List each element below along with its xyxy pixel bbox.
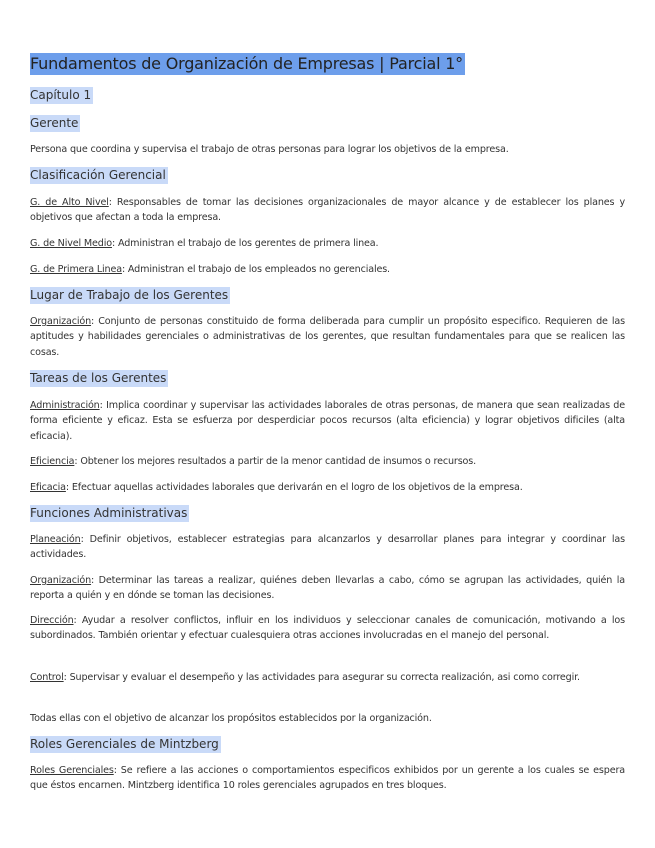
term: Organización	[30, 575, 92, 586]
paragraph	[30, 314, 625, 360]
definition: : Conjunto de personas constituido de forma deliberada para cumplir un propósito especifico. Requieren de las aptitudes y habilidades gerenciales o administrativas de los gerentes, que resultan fundamentales para que se realicen las cosas.	[30, 316, 625, 358]
definition: : Efectuar aquellas actividades laborales que derivarán en el logro de los objetivos de la empresa.	[65, 482, 523, 493]
term: Organización	[30, 316, 92, 327]
section-heading: Clasificación Gerencial	[30, 168, 166, 182]
chapter-heading: Capítulo 1	[30, 88, 92, 102]
paragraph	[30, 532, 625, 563]
term: G. de Alto Nivel	[30, 197, 109, 208]
section-heading: Lugar de Trabajo de los Gerentes	[30, 288, 229, 302]
definition: : Determinar las tareas a realizar, quiénes deben llevarlas a cabo, cómo se agrupan las actividades, quién la reporta a quién y en dónde se toman las decisiones.	[30, 575, 625, 602]
paragraph	[30, 613, 625, 644]
paragraph	[30, 763, 625, 794]
term: Planeación	[30, 534, 81, 545]
definition: : Definir objetivos, establecer estrategias para alcanzarlos y desarrollar planes para integrar y coordinar las actividades.	[30, 534, 625, 561]
term: Control	[30, 672, 64, 683]
term: Dirección	[30, 615, 74, 626]
definition: : Administran el trabajo de los empleados no gerenciales.	[121, 264, 390, 275]
paragraph	[30, 398, 625, 444]
paragraph	[30, 142, 625, 157]
section-heading: Tareas de los Gerentes	[30, 371, 167, 385]
definition: : Administran el trabajo de los gerentes de primera linea.	[111, 238, 379, 249]
term: Administración	[30, 400, 100, 411]
definition: : Ayudar a resolver conflictos, influir en los individuos y seleccionar canales de comunicación, motivando a los subordinados. También orientar y efectuar cualesquiera otras acciones involucradas en el manejo del personal.	[30, 615, 625, 642]
definition: : Responsables de tomar las decisiones organizacionales de mayor alcance y de establecer los planes y objetivos que afectan a toda la empresa.	[30, 197, 625, 224]
section-heading: Roles Gerenciales de Mintzberg	[30, 737, 219, 751]
document-title: Fundamentos de Organización de Empresas | Parcial 1°	[30, 54, 463, 73]
definition: : Se refiere a las acciones o comportamientos especificos exhibidos por un gerente a los cuales se espera que éstos encarnen. Mintzberg identifica 10 roles gerenciales agrupados en tres bloques.	[30, 765, 625, 792]
paragraph	[30, 670, 625, 685]
term: Roles Gerenciales	[30, 765, 114, 776]
term: Eficacia	[30, 482, 66, 493]
section-heading: Gerente	[30, 116, 79, 130]
definition: : Supervisar y evaluar el desempeño y las actividades para asegurar su correcta realización, asi como corregir.	[63, 672, 580, 683]
term: Eficiencia	[30, 456, 75, 467]
definition: : Implica coordinar y supervisar las actividades laborales de otras personas, de manera que sean realizadas de forma eficiente y eficaz. Esta se esfuerza por desperdiciar pocos recursos (alta eficiencia) y lograr objetivos dificiles (alta eficacia).	[30, 400, 625, 442]
definition: : Obtener los mejores resultados a partir de la menor cantidad de insumos o recursos.	[74, 456, 477, 467]
paragraph	[30, 236, 625, 251]
paragraph	[30, 454, 625, 469]
paragraph	[30, 195, 625, 226]
definition: Persona que coordina y supervisa el trabajo de otras personas para lograr los objetivos de la empresa.	[30, 144, 509, 155]
paragraph	[30, 480, 625, 495]
paragraph	[30, 262, 625, 277]
section-heading: Funciones Administrativas	[30, 506, 188, 520]
term: G. de Nivel Medio	[30, 238, 112, 249]
paragraph	[30, 711, 625, 726]
definition: Todas ellas con el objetivo de alcanzar los propósitos establecidos por la organización.	[30, 713, 432, 724]
term: G. de Primera Linea	[30, 264, 122, 275]
paragraph	[30, 573, 625, 604]
